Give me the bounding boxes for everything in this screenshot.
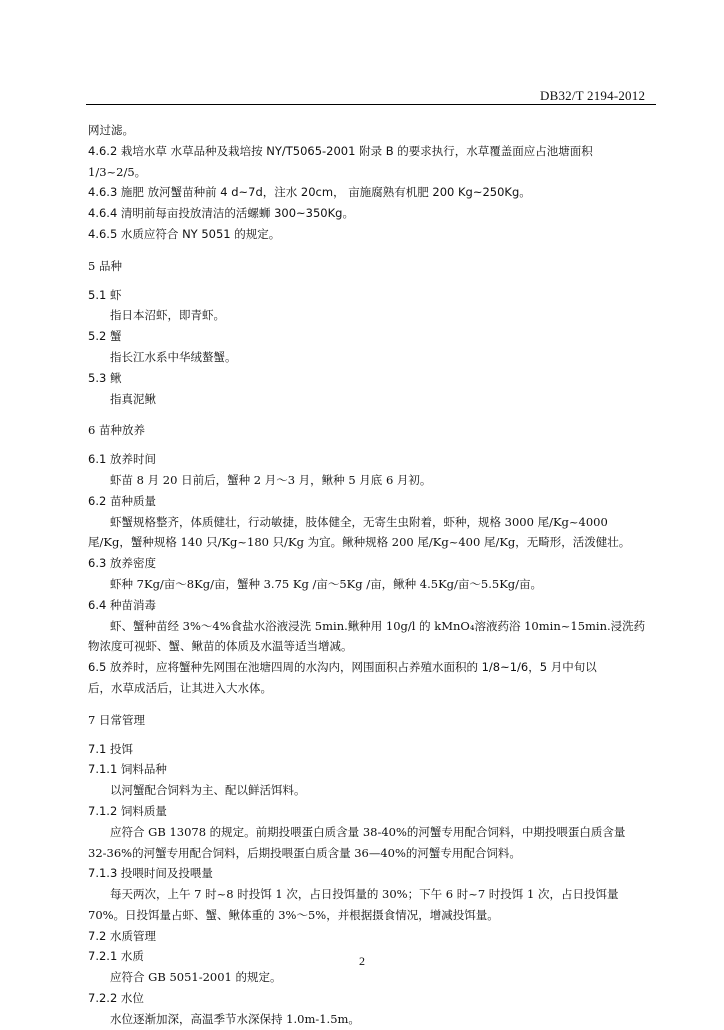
- paragraph-line: 每天两次，上午 7 时~8 时投饵 1 次，占日投饵量的 30%；下午 6 时~7 时投饵 1 次，占日投饵量: [110, 887, 619, 902]
- document-body: [88, 120, 656, 1030]
- page-number: 2: [359, 954, 365, 968]
- paragraph-line: 后，水草成活后，让其进入大水体。: [88, 680, 272, 695]
- paragraph-line: 70%。日投饵量占虾、蟹、鳅体重的 3%～5%，并根据摄食情况，增减投饵量。: [88, 907, 499, 922]
- paragraph-line: 应符合 GB 5051-2001 的规定。: [110, 970, 282, 985]
- section-heading: 7 日常管理: [88, 712, 145, 727]
- header-rule: [86, 104, 656, 105]
- clause-heading: 7.2.2 水位: [88, 991, 144, 1006]
- paragraph-line: 虾蟹规格整齐，体质健壮，行动敏捷，肢体健全，无寄生虫附着，虾种，规格 3000 尾/Kg~4000: [110, 514, 608, 529]
- paragraph-line: 水位逐渐加深，高温季节水深保持 1.0m-1.5m。: [110, 1011, 360, 1026]
- paragraph-line: 指真泥鳅: [110, 391, 156, 406]
- paragraph-line: 虾种 7Kg/亩～8Kg/亩，蟹种 3.75 Kg /亩～5Kg /亩，鳅种 4.5Kg/亩～5.5Kg/亩。: [110, 576, 543, 591]
- clause-heading: 4.6.5 水质应符合 NY 5051 的规定。: [88, 226, 281, 241]
- clause-heading: 5.2 蟹: [88, 329, 122, 344]
- paragraph-line: 应符合 GB 13078 的规定。前期投喂蛋白质含量 38-40%的河蟹专用配合饲料，中期投喂蛋白质含量: [110, 824, 626, 839]
- clause-heading: 5.3 鳅: [88, 370, 122, 385]
- paragraph-line: 尾/Kg，蟹种规格 140 只/Kg~180 只/Kg 为宜。鳅种规格 200 尾/Kg~400 尾/Kg，无畸形，活泼健壮。: [88, 535, 631, 550]
- clause-heading: 4.6.2 栽培水草 水草品种及栽培按 NY/T5065-2001 附录 B 的要求执行，水草覆盖面应占池塘面积: [88, 143, 593, 158]
- paragraph-line: 指日本沼虾，即青虾。: [110, 308, 225, 323]
- clause-heading: 7.1 投饵: [88, 741, 133, 756]
- clause-heading: 6.4 种苗消毒: [88, 597, 156, 612]
- paragraph-line: 虾苗 8 月 20 日前后，蟹种 2 月～3 月，鳅种 5 月底 6 月初。: [110, 472, 432, 487]
- clause-heading: 7.1.3 投喂时间及投喂量: [88, 866, 213, 881]
- clause-heading: 6.3 放养密度: [88, 556, 156, 571]
- paragraph-line: 指长江水系中华绒螯蟹。: [110, 349, 237, 364]
- clause-heading: 4.6.4 清明前每亩投放清洁的活螺蛳 300~350Kg。: [88, 206, 354, 221]
- clause-heading: 6.1 放养时间: [88, 452, 156, 467]
- clause-heading: 7.1.1 饲料品种: [88, 762, 167, 777]
- clause-heading: 5.1 虾: [88, 287, 122, 302]
- clause-heading: 7.2 水质管理: [88, 928, 156, 943]
- clause-heading: 6.5 放养时，应将蟹种先网围在池塘四周的水沟内，网围面积占养殖水面积的 1/8~1/6，5 月中旬以: [88, 660, 597, 675]
- clause-heading: 6.2 苗种质量: [88, 493, 156, 508]
- paragraph-line: 1/3~2/5。: [88, 164, 147, 179]
- paragraph-line: 以河蟹配合饲料为主、配以鲜活饵料。: [110, 783, 306, 798]
- paragraph-line: 32-36%的河蟹专用配合饲料，后期投喂蛋白质含量 36—40%的河蟹专用配合饲料。: [88, 845, 521, 860]
- section-heading: 6 苗种放养: [88, 423, 145, 438]
- document-code: DB32/T 2194-2012: [540, 88, 646, 103]
- clause-heading: 7.2.1 水质: [88, 949, 144, 964]
- paragraph-line: 虾、蟹种苗经 3%～4%食盐水浴液浸洗 5min.鳅种用 10g/l 的 kMnO₄溶液药浴 10min~15min.浸洗药: [110, 618, 646, 633]
- section-heading: 5 品种: [88, 258, 122, 273]
- paragraph-line: 物浓度可视虾、蟹、鳅苗的体质及水温等适当增减。: [88, 639, 353, 654]
- clause-heading: 4.6.3 施肥 放河蟹苗种前 4 d~7d，注水 20cm， 亩施腐熟有机肥 200 Kg~250Kg。: [88, 185, 531, 200]
- paragraph-line: 网过滤。: [88, 123, 134, 137]
- clause-heading: 7.1.2 饲料质量: [88, 803, 167, 818]
